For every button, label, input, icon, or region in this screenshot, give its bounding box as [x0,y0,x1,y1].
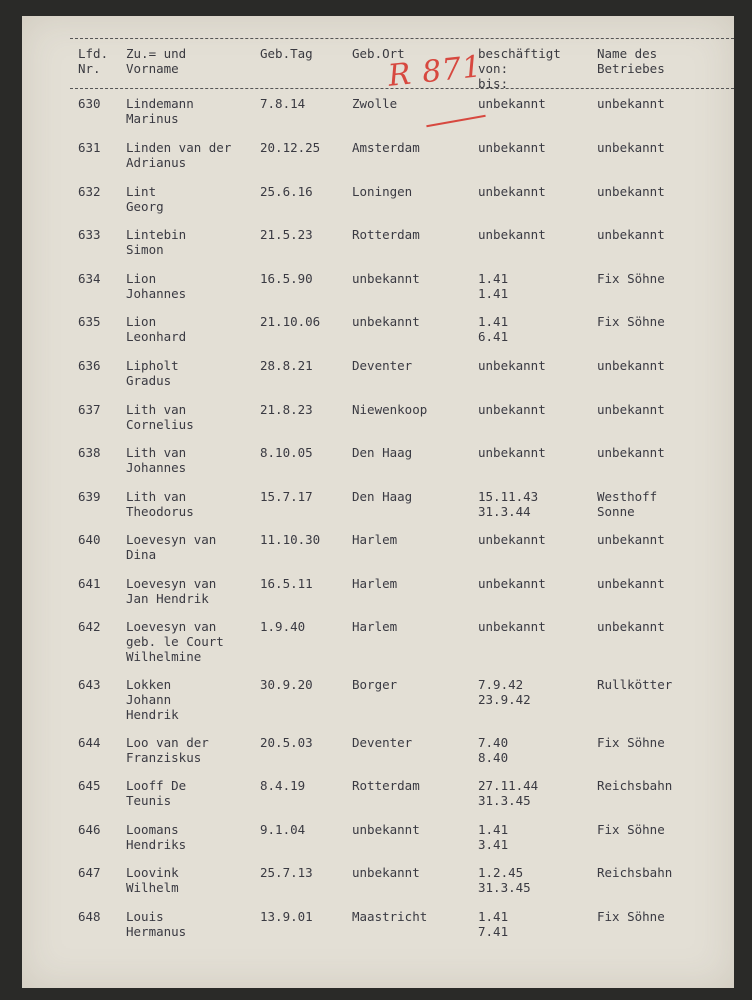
row-birth-place: Harlem [352,619,398,634]
row-name: Lith van Cornelius [126,402,194,432]
row-name: Lindemann Marinus [126,96,194,126]
row-birth-date: 9.1.04 [260,822,306,837]
row-birth-date: 16.5.11 [260,576,313,591]
row-birth-date: 28.8.21 [260,358,313,373]
row-name: Lion Johannes [126,271,187,301]
row-company: unbekannt [597,184,665,199]
row-company: Fix Söhne [597,909,665,924]
row-birth-place: Den Haag [352,489,413,504]
row-birth-date: 13.9.01 [260,909,313,924]
row-name: Loevesyn van Dina [126,532,217,562]
row-employment-period: 1.41 1.41 [478,271,509,301]
row-birth-date: 16.5.90 [260,271,313,286]
row-name: Lokken Johann Hendrik [126,677,179,722]
row-employment-period: unbekannt [478,402,546,417]
row-number: 633 [78,227,101,242]
row-birth-place: Loningen [352,184,413,199]
row-company: unbekannt [597,619,665,634]
row-employment-period: 7.40 8.40 [478,735,509,765]
row-company: unbekannt [597,402,665,417]
header-name: Zu.= und Vorname [126,46,187,76]
row-birth-place: Maastricht [352,909,428,924]
row-company: unbekannt [597,140,665,155]
row-employment-period: unbekannt [478,576,546,591]
row-birth-date: 25.6.16 [260,184,313,199]
row-birth-place: Amsterdam [352,140,420,155]
row-birth-place: Borger [352,677,398,692]
row-number: 647 [78,865,101,880]
row-employment-period: 15.11.43 31.3.44 [478,489,539,519]
row-number: 638 [78,445,101,460]
row-birth-date: 21.10.06 [260,314,321,329]
row-number: 642 [78,619,101,634]
row-birth-place: Zwolle [352,96,398,111]
row-company: unbekannt [597,576,665,591]
row-number: 643 [78,677,101,692]
document-page [22,16,734,988]
row-number: 635 [78,314,101,329]
row-company: unbekannt [597,358,665,373]
row-birth-place: unbekannt [352,314,420,329]
row-name: Louis Hermanus [126,909,187,939]
row-company: Fix Söhne [597,735,665,750]
row-company: Rullkötter [597,677,673,692]
row-birth-place: Harlem [352,576,398,591]
row-number: 636 [78,358,101,373]
row-number: 640 [78,532,101,547]
row-name: Lipholt Gradus [126,358,179,388]
row-name: Loo van der Franziskus [126,735,209,765]
row-employment-period: unbekannt [478,532,546,547]
header-place: Geb.Ort [352,46,405,61]
row-company: unbekannt [597,532,665,547]
row-birth-date: 1.9.40 [260,619,306,634]
row-employment-period: 1.41 3.41 [478,822,509,852]
header-work: beschäftigt von: bis: [478,46,561,91]
row-birth-date: 8.4.19 [260,778,306,793]
row-name: Looff De Teunis [126,778,187,808]
row-company: Fix Söhne [597,314,665,329]
row-employment-period: unbekannt [478,358,546,373]
row-company: Westhoff Sonne [597,489,658,519]
row-name: Loovink Wilhelm [126,865,179,895]
row-employment-period: unbekannt [478,227,546,242]
row-employment-period: unbekannt [478,96,546,111]
row-name: Lion Leonhard [126,314,187,344]
row-employment-period: 7.9.42 23.9.42 [478,677,531,707]
row-company: Reichsbahn [597,778,673,793]
row-birth-place: unbekannt [352,822,420,837]
row-number: 634 [78,271,101,286]
row-birth-date: 21.8.23 [260,402,313,417]
row-company: unbekannt [597,227,665,242]
row-birth-place: Rotterdam [352,227,420,242]
row-employment-period: 27.11.44 31.3.45 [478,778,539,808]
row-birth-place: Rotterdam [352,778,420,793]
row-company: Fix Söhne [597,271,665,286]
table-header [22,44,734,104]
row-birth-date: 25.7.13 [260,865,313,880]
red-handwritten-stamp: R 871 [386,49,484,94]
header-top-rule [70,38,734,39]
row-name: Linden van der Adrianus [126,140,232,170]
row-number: 648 [78,909,101,924]
row-employment-period: unbekannt [478,619,546,634]
row-name: Lint Georg [126,184,164,214]
row-birth-date: 15.7.17 [260,489,313,504]
row-birth-date: 7.8.14 [260,96,306,111]
header-nr: Lfd. Nr. [78,46,109,76]
row-name: Lith van Johannes [126,445,187,475]
row-birth-place: unbekannt [352,865,420,880]
row-company: unbekannt [597,445,665,460]
row-number: 632 [78,184,101,199]
row-birth-date: 8.10.05 [260,445,313,460]
row-birth-place: Niewenkoop [352,402,428,417]
row-birth-date: 11.10.30 [260,532,321,547]
row-name: Lintebin Simon [126,227,187,257]
row-employment-period: 1.2.45 31.3.45 [478,865,531,895]
row-number: 630 [78,96,101,111]
row-number: 645 [78,778,101,793]
row-birth-place: Deventer [352,358,413,373]
row-number: 631 [78,140,101,155]
row-birth-place: Harlem [352,532,398,547]
row-number: 639 [78,489,101,504]
row-company: Fix Söhne [597,822,665,837]
row-number: 644 [78,735,101,750]
row-birth-place: Deventer [352,735,413,750]
row-birth-place: Den Haag [352,445,413,460]
row-name: Loomans Hendriks [126,822,187,852]
row-employment-period: unbekannt [478,445,546,460]
row-company: Reichsbahn [597,865,673,880]
row-employment-period: unbekannt [478,184,546,199]
row-birth-place: unbekannt [352,271,420,286]
row-name: Loevesyn van geb. le Court Wilhelmine [126,619,224,664]
row-employment-period: 1.41 6.41 [478,314,509,344]
red-stroke [426,115,485,127]
row-birth-date: 30.9.20 [260,677,313,692]
header-date: Geb.Tag [260,46,313,61]
row-birth-date: 21.5.23 [260,227,313,242]
row-name: Lith van Theodorus [126,489,194,519]
row-company: unbekannt [597,96,665,111]
row-employment-period: unbekannt [478,140,546,155]
row-name: Loevesyn van Jan Hendrik [126,576,217,606]
row-number: 646 [78,822,101,837]
row-birth-date: 20.12.25 [260,140,321,155]
row-number: 641 [78,576,101,591]
header-firm: Name des Betriebes [597,46,665,76]
row-birth-date: 20.5.03 [260,735,313,750]
row-number: 637 [78,402,101,417]
row-employment-period: 1.41 7.41 [478,909,509,939]
